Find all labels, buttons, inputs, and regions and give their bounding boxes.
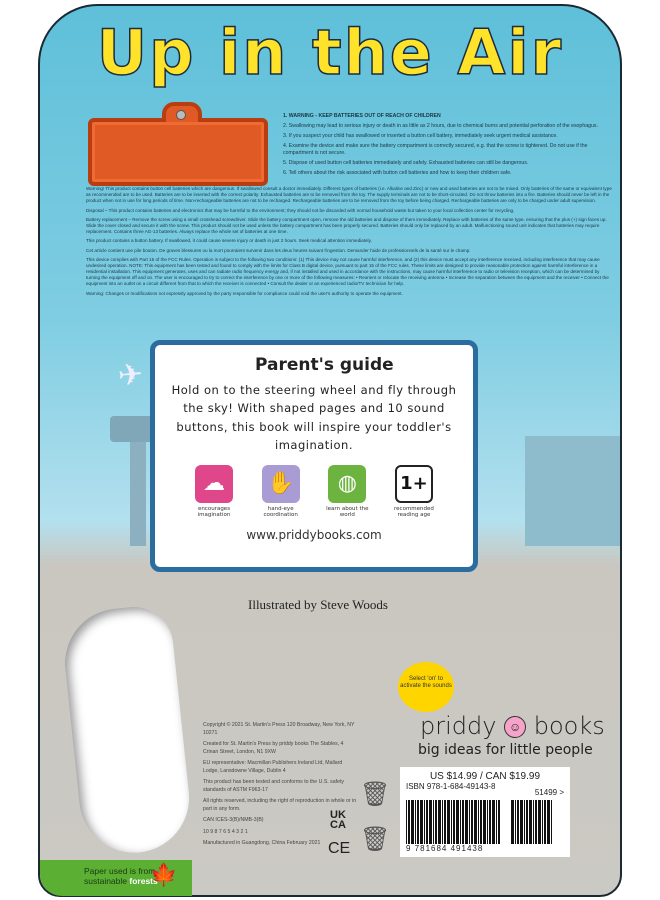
airplane-icon: ✈: [116, 357, 145, 394]
legal-paragraph: Cet article contient une pile bouton. De graves blessures ou la mort pourraient survenir dans les deux heures suivant l'ingestion. Demander l'aide de professionnels de la santé sur le champ.: [86, 247, 471, 253]
feature-world: [320, 465, 374, 518]
ukca-mark: UK CA: [330, 809, 346, 832]
baby-face-icon: ☺: [504, 716, 526, 738]
barcode-label: [400, 767, 570, 857]
copyright-line: Copyright © 2021 St. Martin's Press 120 Broadway, New York, NY 10271: [203, 722, 355, 736]
warning-line: 2. Swallowing may lead to serious injury or death in as little as 2 hours, due to chemical burns and potential perforation of the esophagus.: [283, 123, 598, 130]
copyright-line: Created for St. Martin's Press by priddy books The Stables, 4 Crinan Street, London, N1 9XW: [203, 741, 344, 755]
globe-icon: ◍: [328, 465, 366, 503]
price: US $14.99 / CAN $19.99: [429, 771, 541, 782]
ce-mark: CE: [328, 840, 351, 857]
publisher-tagline: big ideas for little people: [418, 742, 593, 758]
copyright-line: CAN ICES-3(B)/NMB-3(B): [203, 817, 264, 824]
warning-line: 3. If you suspect your child has swallowed or inserted a button cell battery, immediately seek urgent medical assistance.: [283, 133, 558, 140]
feature-imagination: [187, 465, 241, 518]
legal-paragraph: This device complies with Part 15 of the FCC Rules. Operation is subject to the following two conditions: (1) This device may not cause harmful interference, and (2) this device must accept any interference received, including interference that may cause undesired operation. NOTE: This equipment has been tested and found to comply with the limits for Class B digital device, pursuant to part 15 of the FCC rules. These limits are designed to provide reasonable protection against harmful interference in a residential installation. This equipment generates, uses and can radiate radio frequency energy and, if not installed and used in accordance with the instructions, may cause harmful interference to radio or television reception, which can be determined by turning the equipment off and on. The user is encouraged to try to correct the interference by one or more of the following measures: • Reorient or relocate the receiving antenna • Increase the separation between the equipment and the receiver • Connect the equipment into an outlet on a circuit different from that to which the receiver is connected • Consult the dealer or an experienced radio/TV technician for help.: [86, 256, 609, 287]
weee-bin-icon: 🗑: [360, 826, 391, 853]
parents-guide-box: [150, 340, 478, 572]
weee-bin-icon: 🗑: [360, 781, 391, 808]
copyright-line: All rights reserved, including the right of reproduction in whole or in part in any form.: [203, 798, 357, 812]
parents-guide-heading: Parent's guide: [255, 355, 394, 375]
copyright-line: EU representative: Macmillan Publishers Ireland Ltd, Mallard Lodge, Lansdowne Village, Dublin 4: [203, 760, 343, 774]
legal-paragraph: Disposal – This product contains batteries and electronics that may be harmful to the environment; they should not be discarded with normal household waste but taken to your local collection center for recycling.: [86, 207, 515, 213]
battery-warnings: [283, 113, 613, 180]
thought-bubble-icon: ☁: [195, 465, 233, 503]
paper-highlight: forests: [129, 876, 158, 887]
barcode-number: 9 781684 491438: [406, 844, 484, 853]
age-icon: 1+: [395, 465, 433, 503]
feature-label: recommended reading age: [394, 505, 434, 518]
book-title: Up in the Air: [96, 16, 564, 89]
logo-left: priddy: [420, 712, 497, 740]
isbn: ISBN 978-1-684-49143-8: [406, 782, 496, 791]
logo-right: books: [533, 712, 605, 740]
copyright-line: 10 9 8 7 6 5 4 3 2 1: [203, 828, 248, 835]
copyright-line: Manufactured in Guangdong, China February 2021: [203, 840, 321, 847]
legal-text: [86, 186, 614, 300]
warning-line: 1. WARNING - KEEP BATTERIES OUT OF REACH OF CHILDREN: [283, 113, 441, 119]
warning-line: 4. Examine the device and make sure the battery compartment is correctly secured, e.g. that the screw is tightened. Do not use if the compartment is not secure.: [283, 143, 588, 157]
sound-badge: Select 'on' to activate the sounds: [398, 662, 454, 712]
copyright-line: This product has been tested and conforms to the U.S. safety standards of ASTM F963-17: [203, 779, 345, 793]
screw-icon: [176, 110, 186, 120]
barcode-addon: 51499 >: [534, 788, 564, 797]
hand-eye-icon: ✋: [262, 465, 300, 503]
legal-paragraph: Battery replacement – Remove the screw using a small crosshead screwdriver. Slide the battery compartment open, remove the old batteries and dispose of them immediately. Replace with batteries of the same type, ensuring that the plus (+) sign faces up. Slide the cover closed and secure it with the screw. This product should not be used unless the battery compartment has been properly secured. Batteries should only be replaced by an adult. Malfunctioning sound unit indicates that batteries may require replacement. Contains three AG-13 batteries. Always replace the whole set of batteries at one time.: [86, 216, 607, 235]
barcode-bars: [406, 800, 564, 844]
maple-leaf-icon: 🍁: [150, 862, 178, 887]
illustrator-credit: Illustrated by Steve Woods: [248, 597, 388, 612]
feature-label: encourages imagination: [197, 505, 231, 518]
battery-compartment: [88, 118, 268, 186]
legal-paragraph: Warning! This product contains button cell batteries which are dangerous. If swallowed consult a doctor immediately. Different types of batteries (i.e. Alkaline and Zinc) or new and used batteries are not to be mixed. Only batteries of the same or equivalent type as recommended are to be used. Batteries are to be inserted with the correct polarity. Exhausted batteries are to be removed from the toy. The supply terminals are not to be short-circuited. Do not throw batteries into a fire. Batteries should never be left in the product when not in use for long periods of time. Non-rechargeable batteries are not to be recharged. Rechargeable batteries are to be removed from the toy before being charged. Rechargeable batteries are only to be charged under adult supervision.: [86, 186, 612, 204]
airport-buildings: [525, 436, 622, 546]
feature-age: [387, 465, 441, 518]
publisher-logo: [420, 712, 605, 740]
warning-line: 6. Tell others about the risk associated with button cell batteries and how to keep their children safe.: [283, 170, 512, 177]
legal-paragraph: This product contains a button battery. If swallowed, it could cause severe injury or death in just 2 hours. Seek medical attention immediately.: [86, 238, 372, 244]
feature-label: learn about the world: [326, 505, 369, 518]
feature-label: hand-eye coordination: [263, 505, 298, 518]
legal-paragraph: Warning: Changes or modifications not expressly approved by the party responsible for compliance could void the user's authority to operate the equipment.: [86, 290, 403, 296]
feature-hand-eye: [254, 465, 308, 518]
warning-line: 5. Dispose of used button cell batteries immediately and safely. Exhausted batteries can still be dangerous.: [283, 160, 529, 167]
website-url: www.priddybooks.com: [246, 527, 382, 542]
parents-guide-blurb: Hold on to the steering wheel and fly through the sky! With shaped pages and 10 sound buttons, this book will inspire your toddler's imagination.: [171, 383, 457, 453]
copyright-block: [203, 722, 358, 852]
paper-text: Paper used is from sustainable: [84, 866, 156, 887]
